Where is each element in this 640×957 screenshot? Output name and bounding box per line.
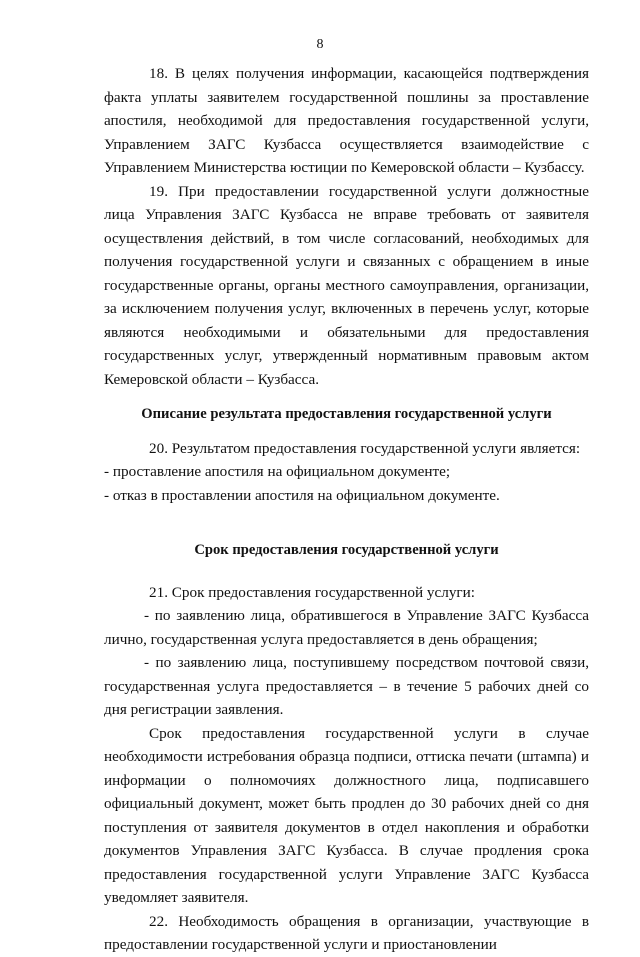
- page-number: 8: [316, 37, 324, 52]
- paragraph-extension: Срок предоставления государственной услуги в случае необходимости истребования образца подписи, оттиска печати (штампа) и информации о полномочиях должностного лица, подписавшего официальный документ, может быть продлен до 30 рабочих дней со дня поступления от заявителя документов в отдел накопления и обработки документов Управления ЗАГС Кузбасса. В случае продления срока предоставления государственной услуги Управление ЗАГС Кузбасса уведомляет заявителя.: [104, 724, 589, 906]
- list-item: - отказ в проставлении апостиля на официальном документе.: [104, 486, 500, 504]
- paragraph-18: 18. В целях получения информации, касающейся подтверждения факта уплаты заявителем государственной пошлины за проставление апостиля, необходимой для предоставления государственной услуги, Управлением ЗАГС Кузбасса осуществляется взаимодействие с Управлением Министерства юстиции по Кемеровской области – Кузбассу.: [104, 65, 589, 176]
- list-item: - по заявлению лица, обратившегося в Управление ЗАГС Кузбасса лично, государственная услуга предоставляется в день обращения;: [104, 607, 589, 648]
- paragraph-20: 20. Результатом предоставления государственной услуги является:: [149, 439, 581, 457]
- section-heading-result: Описание результата предоставления государственной услуги: [141, 406, 552, 422]
- list-item: - по заявлению лица, поступившему посредством почтовой связи, государственная услуга предоставляется – в течение 5 рабочих дней со дня регистрации заявления.: [104, 654, 589, 718]
- paragraph-19: 19. При предоставлении государственной услуги должностные лица Управления ЗАГС Кузбасса не вправе требовать от заявителя осуществления действий, в том числе согласований, необходимых для получения государственной услуги и связанных с обращением в иные государственные органы, органы местного самоуправления, организации, за исключением получения услуг, включенных в перечень услуг, которые являются необходимыми и обязательными для предоставления государственных услуг, утвержденный нормативным правовым актом Кемеровской области – Кузбасса.: [104, 182, 589, 388]
- paragraph-22: 22. Необходимость обращения в организации, участвующие в предоставлении государственной услуги и приостановлении: [104, 912, 589, 953]
- document-body: [104, 62, 589, 957]
- section-heading-term: Срок предоставления государственной услуги: [194, 542, 499, 558]
- list-item: - проставление апостиля на официальном документе;: [104, 463, 451, 480]
- paragraph-21: 21. Срок предоставления государственной услуги:: [149, 583, 475, 601]
